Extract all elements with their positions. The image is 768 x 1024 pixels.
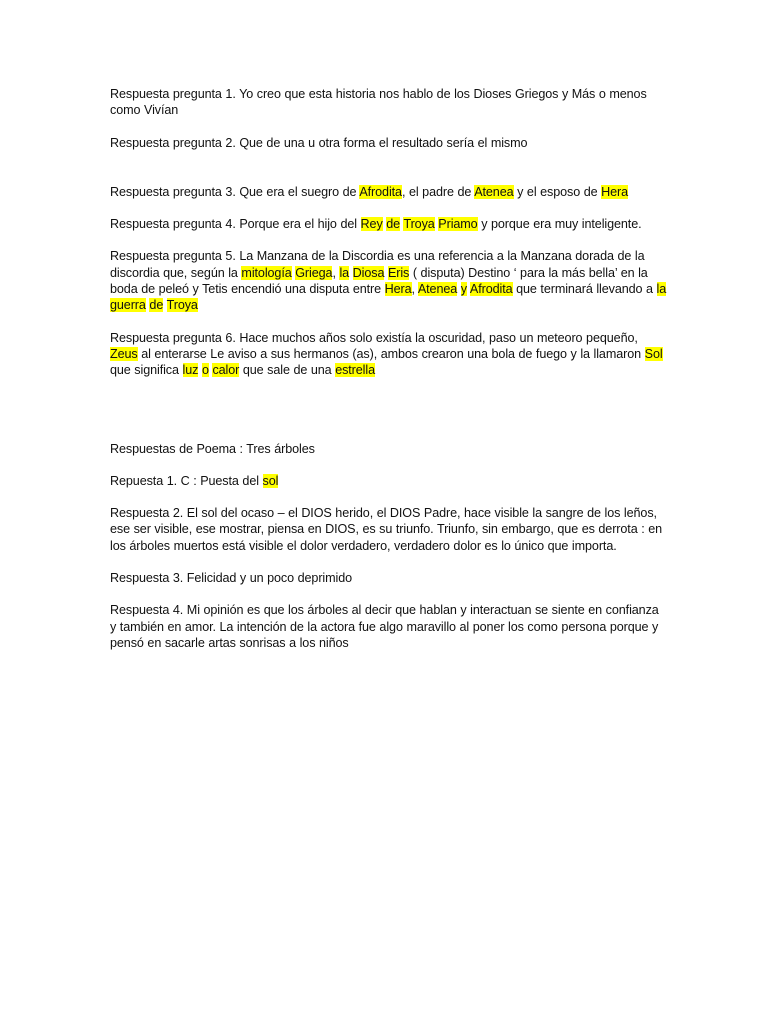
poem-answer-1	[110, 473, 668, 489]
poem-answer-2	[110, 505, 668, 554]
highlighted-text: Afrodita	[469, 282, 513, 297]
answer-question-2	[110, 135, 668, 151]
highlighted-text: Hera	[384, 282, 412, 297]
highlighted-text: Hera	[601, 184, 629, 199]
text-run: Respuesta 3. Felicidad y un poco deprimido	[110, 571, 353, 586]
highlighted-text: Troya	[166, 298, 198, 313]
text-run: ,	[411, 282, 418, 297]
text-run: Respuesta 4. Mi opinión es que los árboles al decir que hablan y interactuan se siente en confianza y también en amor. La intención de la actora fue algo maravillo al poner los como persona porque y pensó en sacarle artas sonrisas a los niños	[110, 603, 659, 650]
text-run: Respuesta pregunta 4. Porque era el hijo del	[110, 217, 361, 232]
highlighted-text: Sol	[644, 346, 663, 361]
text-run: y el esposo de	[513, 184, 602, 199]
highlighted-text: calor	[212, 363, 240, 378]
highlighted-text: Griega	[295, 265, 333, 280]
highlighted-text: Diosa	[352, 265, 385, 280]
text-run: al enterarse Le aviso a sus hermanos (as), ambos crearon una bola de fuego y la llamaron	[137, 346, 645, 361]
poem-answers-heading	[110, 441, 668, 457]
text-run: ,	[332, 265, 340, 280]
text-run: , el padre de	[401, 184, 475, 199]
highlighted-text: Troya	[403, 217, 435, 232]
highlighted-text: Atenea	[417, 282, 458, 297]
highlighted-text: de	[386, 217, 401, 232]
poem-answer-4	[110, 602, 668, 651]
text-run: que significa	[110, 363, 183, 378]
highlighted-text: de	[149, 298, 164, 313]
text-run: Respuesta pregunta 1. Yo creo que esta historia nos hablo de los Dioses Griegos y Más o menos como Vivían	[110, 87, 647, 118]
highlighted-text: y	[460, 282, 467, 297]
highlighted-text: Atenea	[474, 184, 514, 199]
highlighted-text: Afrodita	[359, 184, 402, 199]
answer-question-5	[110, 248, 668, 313]
answer-question-1	[110, 86, 668, 119]
highlighted-text: Priamo	[438, 217, 478, 232]
text-run: ( disputa) Destino ‘ para la más bella’ en la boda de peleó y Tetis encendió una disputa entre	[110, 265, 648, 297]
highlighted-text: Eris	[387, 265, 410, 280]
highlighted-text: luz	[182, 363, 199, 378]
answer-question-3	[110, 184, 668, 200]
highlighted-text: Zeus	[110, 346, 138, 361]
highlighted-text: la	[339, 265, 350, 280]
text-run: Repuesta 1. C : Puesta del	[110, 473, 263, 488]
highlighted-text: mitología	[241, 265, 292, 280]
text-run: que sale de una	[239, 363, 336, 378]
text-run: y porque era muy inteligente.	[477, 217, 642, 232]
text-run: Respuesta pregunta 6. Hace muchos años solo existía la oscuridad, paso un meteoro pequeño,	[110, 330, 638, 345]
text-run: Respuestas de Poema : Tres árboles	[110, 441, 315, 456]
answer-question-4	[110, 216, 668, 232]
poem-answer-3	[110, 570, 668, 586]
text-run: Respuesta 2. El sol del ocaso – el DIOS herido, el DIOS Padre, hace visible la sangre de los leños, ese ser visible, ese mostrar, piensa en DIOS, es su triunfo. Triunfo, sin embargo, que es derrota : en los árboles muertos está visible el dolor verdadero, verdadero dolor es lo único que importa.	[110, 506, 663, 553]
text-run: Respuesta pregunta 5. La Manzana de la Discordia es una referencia a la Manzana dorada de la discordia que, según la	[110, 249, 645, 280]
highlighted-text: sol	[262, 473, 279, 488]
text-run: Respuesta pregunta 3. Que era el suegro de	[110, 184, 360, 199]
text-run: Respuesta pregunta 2. Que de una u otra forma el resultado sería el mismo	[110, 135, 528, 150]
highlighted-text: la	[656, 282, 667, 297]
answer-question-6	[110, 330, 668, 379]
highlighted-text: estrella	[335, 363, 375, 378]
text-run: que terminará llevando a	[512, 282, 657, 297]
highlighted-text: guerra	[110, 298, 146, 313]
highlighted-text: o	[201, 363, 209, 378]
highlighted-text: Rey	[360, 217, 383, 232]
